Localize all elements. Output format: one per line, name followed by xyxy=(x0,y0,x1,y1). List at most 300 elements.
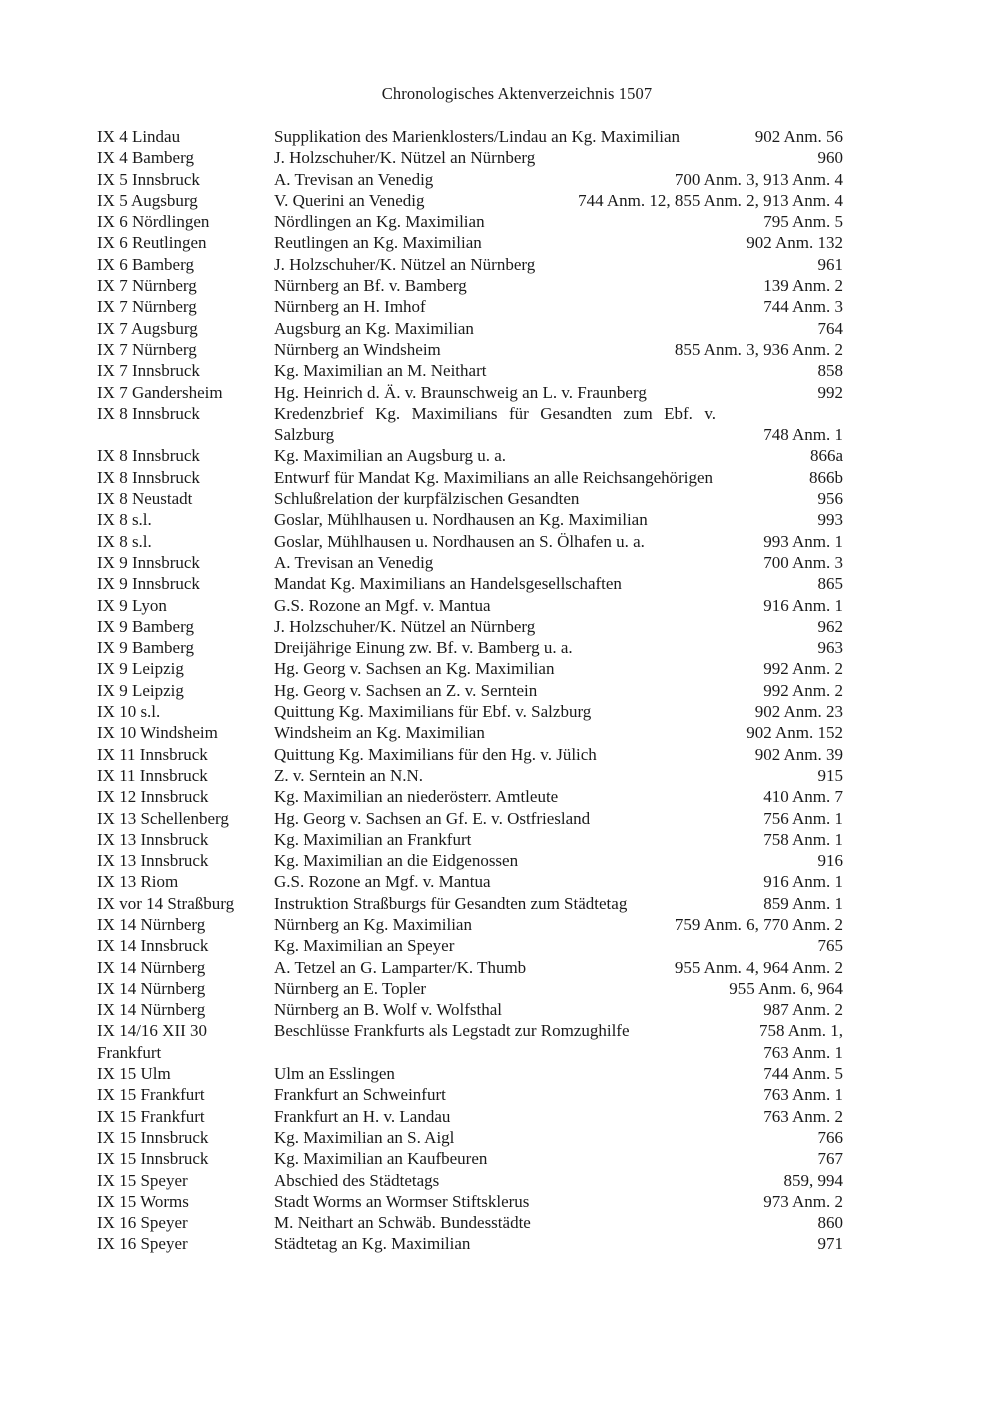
entry-description: Hg. Heinrich d. Ä. v. Braunschweig an L. v. Fraunberg xyxy=(274,382,647,402)
entry-date xyxy=(97,595,269,616)
entry-reference xyxy=(578,190,843,211)
entry-reference-text: 759 Anm. 6, 770 Anm. 2 xyxy=(674,914,843,934)
entry-date xyxy=(97,190,269,211)
entry-description: Nürnberg an Windsheim xyxy=(274,339,441,359)
entry-reference-text: 993 xyxy=(817,510,843,530)
entry-reference-text: 961 xyxy=(817,254,843,274)
entry-description: A. Trevisan an Venedig xyxy=(274,169,434,189)
entry-date-text: IX 9 Leipzig xyxy=(97,659,184,679)
entry-reference-text: 763 Anm. 1 xyxy=(763,1085,843,1105)
entry-date xyxy=(97,573,269,594)
entry-row xyxy=(97,999,843,1020)
entry-reference-text: 700 Anm. 3, 913 Anm. 4 xyxy=(674,169,843,189)
entry-description: Städtetag an Kg. Maximilian xyxy=(274,1234,471,1254)
entry-description: Nürnberg an B. Wolf v. Wolfsthal xyxy=(274,1000,502,1020)
entry-row xyxy=(97,509,843,530)
entry-reference xyxy=(759,1020,843,1063)
entry-reference-text: 992 Anm. 2 xyxy=(763,659,843,679)
entry-date xyxy=(97,701,269,722)
entry-reference xyxy=(763,658,843,679)
entry-reference-text: 858 xyxy=(817,361,843,381)
entry-date-text: IX 14 Nürnberg xyxy=(97,1000,206,1020)
entry-reference-text: 902 Anm. 56 xyxy=(754,127,843,146)
entry-description: Hg. Georg v. Sachsen an Gf. E. v. Ostfriesland xyxy=(274,808,591,828)
entry-row xyxy=(97,701,843,722)
entry-reference xyxy=(763,786,843,807)
entry-date xyxy=(97,254,269,275)
entry-date xyxy=(97,957,269,978)
entry-reference-text: 987 Anm. 2 xyxy=(763,1000,843,1020)
entry-date xyxy=(97,680,269,701)
entry-reference xyxy=(675,169,843,190)
entry-reference-text: 744 Anm. 3 xyxy=(763,297,843,317)
entry-date-text: IX 8 Neustadt xyxy=(97,489,193,509)
entry-date-text: IX 11 Innsbruck xyxy=(97,765,208,785)
entry-row xyxy=(97,808,843,829)
entry-row xyxy=(97,637,843,658)
entry-date xyxy=(97,1020,269,1063)
entry-date-text: IX 14 Innsbruck xyxy=(97,936,209,956)
entry-date xyxy=(97,169,269,190)
entry-reference-text: 962 xyxy=(817,616,843,636)
entry-date xyxy=(97,531,269,552)
entry-description: Nürnberg an H. Imhof xyxy=(274,297,426,317)
entry-reference xyxy=(818,382,844,403)
entry-reference xyxy=(818,1148,844,1169)
entry-date xyxy=(97,765,269,786)
entry-row xyxy=(97,211,843,232)
entry-date xyxy=(97,296,269,317)
entry-row xyxy=(97,573,843,594)
entry-description: M. Neithart an Schwäb. Bundesstädte xyxy=(274,1213,531,1233)
entry-date-text: IX 6 Bamberg xyxy=(97,254,194,274)
entry-row xyxy=(97,467,843,488)
page-header: Chronologisches Aktenverzeichnis 1507 xyxy=(381,84,653,103)
entry-date-text: IX 7 Innsbruck xyxy=(97,361,200,381)
entry-date xyxy=(97,339,269,360)
entry-reference xyxy=(763,1191,843,1212)
entry-date xyxy=(97,871,269,892)
entry-reference xyxy=(818,1233,844,1254)
entry-date-text: IX 14 Nürnberg xyxy=(97,914,206,934)
entry-reference xyxy=(810,445,843,466)
entry-date-text: IX 9 Leipzig xyxy=(97,680,184,700)
entry-row xyxy=(97,339,843,360)
entry-row xyxy=(97,658,843,679)
entry-reference-text: 139 Anm. 2 xyxy=(763,276,843,296)
entry-date xyxy=(97,1106,269,1127)
entry-date-text: IX 4 Bamberg xyxy=(97,148,194,168)
entry-date-text: IX vor 14 Straßburg xyxy=(97,893,235,913)
entry-row xyxy=(97,1148,843,1169)
entry-reference xyxy=(763,999,843,1020)
entry-reference xyxy=(755,701,843,722)
entry-reference-text: 758 Anm. 1, xyxy=(758,1021,843,1041)
entry-date-text: IX 5 Innsbruck xyxy=(97,169,200,189)
entry-description: Kg. Maximilian an Frankfurt xyxy=(274,829,472,849)
entry-reference xyxy=(755,126,843,147)
entry-row xyxy=(97,275,843,296)
entry-description: J. Holzschuher/K. Nützel an Nürnberg xyxy=(274,148,536,168)
entry-description: Z. v. Serntein an N.N. xyxy=(274,765,424,785)
entry-description: J. Holzschuher/K. Nützel an Nürnberg xyxy=(274,254,536,274)
entry-reference xyxy=(763,275,843,296)
entry-reference xyxy=(818,637,844,658)
entry-date xyxy=(97,1191,269,1212)
entry-date xyxy=(97,935,269,956)
entry-date-text: IX 15 Innsbruck xyxy=(97,1149,209,1169)
entry-date xyxy=(97,126,269,147)
entry-date xyxy=(97,467,269,488)
entry-row xyxy=(97,169,843,190)
entry-date-text: IX 9 Bamberg xyxy=(97,616,194,636)
entry-reference xyxy=(746,232,843,253)
entry-reference-text: 410 Anm. 7 xyxy=(763,787,843,807)
entry-row xyxy=(97,1084,843,1105)
entry-reference-text: 859 Anm. 1 xyxy=(763,893,843,913)
entry-date xyxy=(97,552,269,573)
entry-reference-text: 748 Anm. 1 xyxy=(763,425,843,445)
entry-date xyxy=(97,275,269,296)
entry-reference xyxy=(818,935,844,956)
entry-description: Hg. Georg v. Sachsen an Z. v. Serntein xyxy=(274,680,538,700)
entry-date xyxy=(97,509,269,530)
entry-reference xyxy=(818,488,844,509)
entry-row xyxy=(97,1020,843,1063)
entry-description: Reutlingen an Kg. Maximilian xyxy=(274,233,482,253)
entry-reference-text: 859, 994 xyxy=(783,1170,843,1190)
entry-reference xyxy=(763,1106,843,1127)
entry-date-text: IX 5 Augsburg xyxy=(97,190,198,210)
entry-date-text: IX 8 s.l. xyxy=(97,510,152,530)
entry-reference-text: 763 Anm. 2 xyxy=(763,1106,843,1126)
entry-reference-text: 956 xyxy=(817,489,843,509)
entry-reference xyxy=(818,765,844,786)
entry-reference xyxy=(763,211,843,232)
entry-date-text: IX 10 Windsheim xyxy=(97,723,218,743)
entry-date xyxy=(97,829,269,850)
entry-reference-text: 902 Anm. 152 xyxy=(746,723,843,743)
entry-reference-text: 916 xyxy=(817,851,843,871)
entry-description: Beschlüsse Frankfurts als Legstadt zur Romzughilfe xyxy=(274,1021,630,1041)
entry-reference xyxy=(675,339,843,360)
entry-description: Supplikation des Marienklosters/Lindau an Kg. Maximilian xyxy=(274,127,681,146)
entry-row xyxy=(97,1127,843,1148)
entry-description: Augsburg an Kg. Maximilian xyxy=(274,318,474,338)
entry-date xyxy=(97,914,269,935)
entry-reference xyxy=(818,616,844,637)
entry-row xyxy=(97,531,843,552)
entry-date-text: IX 15 Frankfurt xyxy=(97,1106,205,1126)
entry-row xyxy=(97,382,843,403)
entry-reference-text: 902 Anm. 23 xyxy=(754,702,843,722)
entry-date-text: IX 13 Innsbruck xyxy=(97,851,209,871)
entry-row xyxy=(97,1212,843,1233)
entry-date-text: IX 13 Riom xyxy=(97,872,179,892)
entry-reference-text: 916 Anm. 1 xyxy=(763,872,843,892)
entry-reference-text: 764 xyxy=(817,318,843,338)
entry-row xyxy=(97,296,843,317)
entry-date xyxy=(97,808,269,829)
entry-reference-text: 973 Anm. 2 xyxy=(763,1191,843,1211)
entry-reference-text: 860 xyxy=(817,1213,843,1233)
entry-date xyxy=(97,318,269,339)
entry-row xyxy=(97,935,843,956)
entry-date-text: IX 8 Innsbruck xyxy=(97,446,200,466)
entry-date-text: IX 8 Innsbruck xyxy=(97,403,200,423)
entry-reference xyxy=(763,552,843,573)
entry-description: Kg. Maximilian an niederösterr. Amtleute xyxy=(274,787,559,807)
entry-description: Nürnberg an Kg. Maximilian xyxy=(274,914,472,934)
entry-description: Goslar, Mühlhausen u. Nordhausen an S. Ölhafen u. a. xyxy=(274,531,645,551)
entry-date xyxy=(97,360,269,381)
entry-description: Stadt Worms an Wormser Stiftsklerus xyxy=(274,1191,530,1211)
entry-reference-text: 795 Anm. 5 xyxy=(763,212,843,232)
entry-row xyxy=(97,445,843,466)
entry-row xyxy=(97,552,843,573)
entry-reference-text: 765 xyxy=(817,936,843,956)
entry-reference xyxy=(818,318,844,339)
entry-reference xyxy=(818,360,844,381)
entry-reference xyxy=(818,1212,844,1233)
entry-row xyxy=(97,850,843,871)
entry-description: A. Trevisan an Venedig xyxy=(274,552,434,572)
entry-date-text: IX 15 Worms xyxy=(97,1191,189,1211)
entry-reference xyxy=(746,722,843,743)
entry-date-text: IX 15 Innsbruck xyxy=(97,1127,209,1147)
entry-date xyxy=(97,999,269,1020)
entry-reference xyxy=(675,957,843,978)
entry-date xyxy=(97,382,269,403)
entry-reference-text: 955 Anm. 6, 964 xyxy=(729,978,843,998)
entry-date xyxy=(97,445,269,466)
entry-description: Kg. Maximilian an die Eidgenossen xyxy=(274,851,519,871)
entry-description: Abschied des Städtetags xyxy=(274,1170,440,1190)
entry-date-text: IX 16 Speyer xyxy=(97,1234,188,1254)
entry-description: Kg. Maximilian an Augsburg u. a. xyxy=(274,446,506,466)
entry-description: Kg. Maximilian an Speyer xyxy=(274,936,455,956)
entry-reference xyxy=(818,147,844,168)
entry-date-text: IX 7 Gandersheim xyxy=(97,382,223,402)
entry-reference-text: 992 Anm. 2 xyxy=(763,680,843,700)
entry-reference-text: 855 Anm. 3, 936 Anm. 2 xyxy=(674,339,843,359)
entry-date-text: IX 15 Frankfurt xyxy=(97,1085,205,1105)
entry-reference-text: 866b xyxy=(809,467,843,487)
entry-reference xyxy=(755,744,843,765)
entry-date xyxy=(97,1127,269,1148)
entry-reference-text: 963 xyxy=(817,638,843,658)
entry-reference xyxy=(809,467,843,488)
entry-date-text: IX 13 Innsbruck xyxy=(97,829,209,849)
entry-description: Windsheim an Kg. Maximilian xyxy=(274,723,485,743)
entry-reference xyxy=(763,808,843,829)
entry-description: Ulm an Esslingen xyxy=(274,1064,395,1084)
entry-reference xyxy=(818,509,844,530)
entry-reference xyxy=(818,1127,844,1148)
entry-date-text: IX 15 Speyer xyxy=(97,1170,188,1190)
entry-row xyxy=(97,914,843,935)
entry-date xyxy=(97,850,269,871)
entry-date xyxy=(97,637,269,658)
entry-date xyxy=(97,786,269,807)
entry-description: Frankfurt an H. v. Landau xyxy=(274,1106,451,1126)
entry-description: Quittung Kg. Maximilians für Ebf. v. Salzburg xyxy=(274,702,592,722)
entry-date-text: IX 9 Innsbruck xyxy=(97,574,200,594)
entry-row xyxy=(97,616,843,637)
entry-date-text: IX 15 Ulm xyxy=(97,1064,171,1084)
entry-reference xyxy=(729,978,843,999)
entry-reference-text: 916 Anm. 1 xyxy=(763,595,843,615)
entry-row xyxy=(97,829,843,850)
entry-reference xyxy=(818,850,844,871)
entry-description: Kg. Maximilian an Kaufbeuren xyxy=(274,1149,488,1169)
entry-reference-text: 971 xyxy=(817,1234,843,1254)
entry-date xyxy=(97,488,269,509)
entry-row xyxy=(97,1063,843,1084)
entry-reference xyxy=(763,1084,843,1105)
entry-description: A. Tetzel an G. Lamparter/K. Thumb xyxy=(274,957,527,977)
entry-date xyxy=(97,616,269,637)
entry-row xyxy=(97,1170,843,1191)
entry-date xyxy=(97,1063,269,1084)
entry-reference xyxy=(763,424,843,445)
entry-description: Kg. Maximilian an M. Neithart xyxy=(274,361,487,381)
entry-description: Nürnberg an E. Topler xyxy=(274,978,427,998)
entry-row xyxy=(97,595,843,616)
entry-reference-text: 758 Anm. 1 xyxy=(763,829,843,849)
entry-date-text: IX 7 Nürnberg xyxy=(97,297,197,317)
entry-row xyxy=(97,722,843,743)
entry-date xyxy=(97,978,269,999)
entry-date-text: IX 9 Innsbruck xyxy=(97,552,200,572)
entry-date-text: IX 16 Speyer xyxy=(97,1213,188,1233)
entry-date xyxy=(97,1148,269,1169)
entry-date-text: IX 7 Nürnberg xyxy=(97,276,197,296)
entry-date-text: IX 10 s.l. xyxy=(97,702,161,722)
entry-date-text: IX 9 Bamberg xyxy=(97,638,194,658)
entry-date-text: IX 14 Nürnberg xyxy=(97,978,206,998)
entry-date-text: IX 14/16 XII 30 xyxy=(97,1021,208,1041)
entry-row xyxy=(97,254,843,275)
entry-date-text: IX 7 Nürnberg xyxy=(97,339,197,359)
entry-description: Hg. Georg v. Sachsen an Kg. Maximilian xyxy=(274,659,555,679)
entry-row xyxy=(97,680,843,701)
entry-row xyxy=(97,403,843,446)
entry-date xyxy=(97,1084,269,1105)
entry-date xyxy=(97,722,269,743)
entry-reference-text: 766 xyxy=(817,1127,843,1147)
entry-reference-text: 767 xyxy=(817,1149,843,1169)
entry-reference-text: 763 Anm. 1 xyxy=(763,1042,843,1062)
entry-date-text: IX 14 Nürnberg xyxy=(97,957,206,977)
entry-reference-text: 992 xyxy=(817,382,843,402)
entry-row xyxy=(97,871,843,892)
entry-list xyxy=(97,126,843,1255)
entry-date-text: IX 13 Schellenberg xyxy=(97,808,229,828)
entry-date-text: IX 8 Innsbruck xyxy=(97,467,200,487)
entry-date-text: IX 7 Augsburg xyxy=(97,318,198,338)
entry-reference xyxy=(763,1063,843,1084)
entry-date xyxy=(97,403,269,424)
entry-description: Quittung Kg. Maximilians für den Hg. v. Jülich xyxy=(274,744,597,764)
entry-description: G.S. Rozone an Mgf. v. Mantua xyxy=(274,595,491,615)
entry-date-text: IX 9 Lyon xyxy=(97,595,167,615)
entry-description: Goslar, Mühlhausen u. Nordhausen an Kg. Maximilian xyxy=(274,510,648,530)
entry-reference xyxy=(763,680,843,701)
entry-reference xyxy=(763,893,843,914)
entry-reference-text: 902 Anm. 132 xyxy=(746,233,843,253)
entry-date-text: IX 6 Nördlingen xyxy=(97,212,210,232)
entry-date-text: IX 4 Lindau xyxy=(97,127,181,146)
entry-description: Nördlingen an Kg. Maximilian xyxy=(274,212,485,232)
entry-date-text: IX 6 Reutlingen xyxy=(97,233,207,253)
entry-reference xyxy=(763,595,843,616)
entry-row xyxy=(97,1106,843,1127)
entry-row xyxy=(97,126,843,147)
entry-date xyxy=(97,744,269,765)
entry-row xyxy=(97,893,843,914)
entry-description: Kredenzbrief Kg. Maximilians für Gesandten zum Ebf. v. Salzburg xyxy=(274,403,716,445)
entry-reference xyxy=(675,914,843,935)
entry-row xyxy=(97,786,843,807)
entry-reference-text: 993 Anm. 1 xyxy=(763,531,843,551)
entry-description: Mandat Kg. Maximilians an Handelsgesellschaften xyxy=(274,574,622,594)
entry-date-text: IX 8 s.l. xyxy=(97,531,152,551)
entry-reference-text: 865 xyxy=(817,574,843,594)
entry-row xyxy=(97,978,843,999)
entry-reference-text: 955 Anm. 4, 964 Anm. 2 xyxy=(674,957,843,977)
entry-reference-text: 915 xyxy=(817,765,843,785)
entry-reference xyxy=(818,254,844,275)
entry-date xyxy=(97,658,269,679)
entry-date xyxy=(97,1212,269,1233)
entry-date-text: IX 11 Innsbruck xyxy=(97,744,208,764)
entry-reference-text: 866a xyxy=(809,446,843,466)
entry-reference xyxy=(763,871,843,892)
entry-description: Schlußrelation der kurpfälzischen Gesandten xyxy=(274,489,580,509)
entry-reference xyxy=(763,296,843,317)
entry-reference-text: 744 Anm. 12, 855 Anm. 2, 913 Anm. 4 xyxy=(578,190,843,210)
entry-date-place: Frankfurt xyxy=(97,1042,162,1062)
entry-row xyxy=(97,957,843,978)
entry-reference-text: 700 Anm. 3 xyxy=(763,552,843,572)
entry-row xyxy=(97,1233,843,1254)
entry-row xyxy=(97,190,843,211)
entry-description: Dreijährige Einung zw. Bf. v. Bamberg u. a. xyxy=(274,638,573,658)
entry-description: J. Holzschuher/K. Nützel an Nürnberg xyxy=(274,616,536,636)
entry-date xyxy=(97,893,269,914)
entry-row xyxy=(97,360,843,381)
entry-row xyxy=(97,765,843,786)
entry-row xyxy=(97,744,843,765)
entry-date xyxy=(97,1170,269,1191)
entry-date xyxy=(97,232,269,253)
entry-date xyxy=(97,147,269,168)
entry-description: V. Querini an Venedig xyxy=(274,190,425,210)
entry-row xyxy=(97,232,843,253)
entry-date-text: IX 12 Innsbruck xyxy=(97,787,209,807)
entry-reference-text: 960 xyxy=(817,148,843,168)
entry-row xyxy=(97,488,843,509)
entry-description: Nürnberg an Bf. v. Bamberg xyxy=(274,276,467,296)
entry-reference xyxy=(784,1170,844,1191)
entry-row xyxy=(97,147,843,168)
entry-reference-text: 902 Anm. 39 xyxy=(754,744,843,764)
entry-description: Frankfurt an Schweinfurt xyxy=(274,1085,446,1105)
entry-date xyxy=(97,211,269,232)
entry-description: Entwurf für Mandat Kg. Maximilians an alle Reichsangehörigen xyxy=(274,467,714,487)
entry-reference-text: 756 Anm. 1 xyxy=(763,808,843,828)
